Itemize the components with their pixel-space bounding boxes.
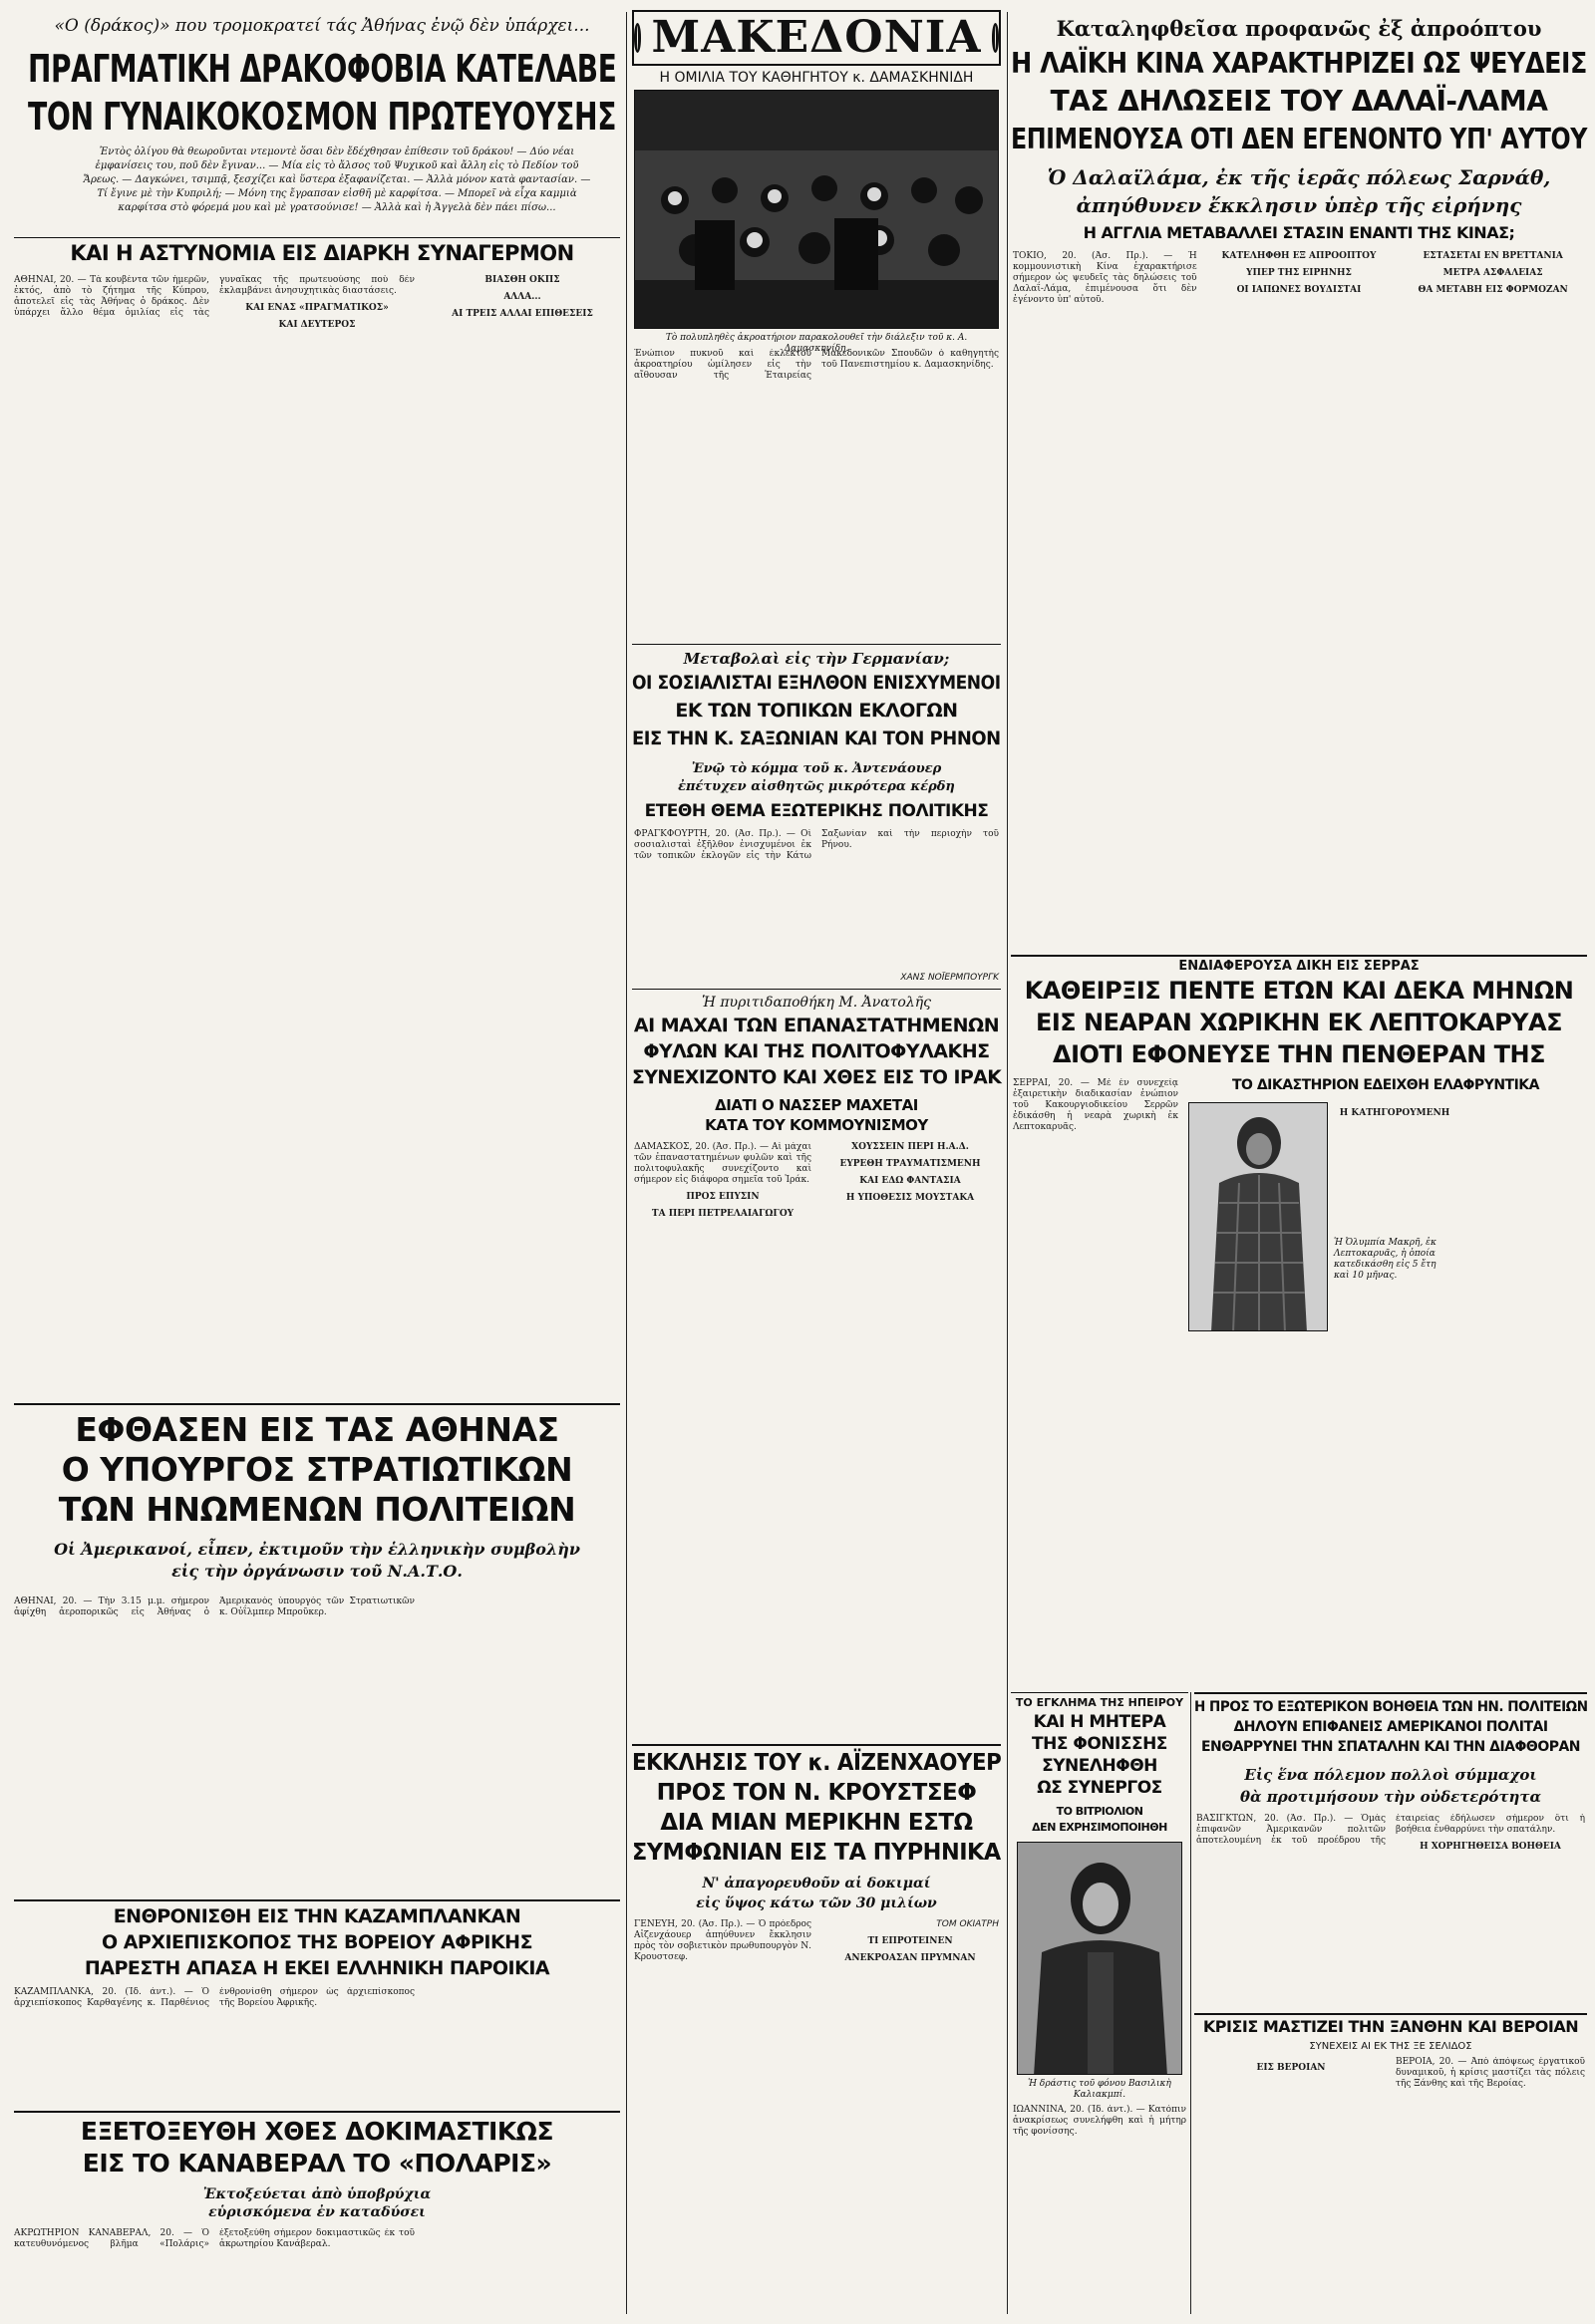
iraq-section-6: Η ΥΠΟΘΕΣΙΣ ΜΟΥΣΤΑΚΑ [845,1193,975,1203]
china-subhead: Η ΑΓΓΛΙΑ ΜΕΤΑΒΑΛΛΕΙ ΣΤΑΣΙΝ ΕΝΑΝΤΙ ΤΗΣ ΚΙΝΑΣ; [1083,223,1515,242]
serres-headline-2: ΕΙΣ ΝΕΑΡΑΝ ΧΩΡΙΚΗΝ ΕΚ ΛΕΠΤΟΚΑΡΥΑΣ [1035,1009,1563,1036]
iraq-section-1: ΠΡΟΣ ΕΠΥΣΙΝ [686,1192,760,1202]
china-deck-1: Ὁ Δαλαϊλάμα, ἐκ τῆς ἱερᾶς πόλεως Σαρνάθ, [1047,165,1551,189]
defendant-photo [1188,1102,1328,1331]
eisenhower-deck-1: Ν' ἀπαγορευθοῦν αἱ δοκιμαί [702,1876,931,1891]
serres-headline-1: ΚΑΘΕΙΡΞΙΣ ΠΕΝΤΕ ΕΤΩΝ ΚΑΙ ΔΕΚΑ ΜΗΝΩΝ [1024,977,1574,1005]
column-rule [1190,1692,1191,2314]
serres-section-1: Η ΚΑΤΗΓΟΡΟΥΜΕΝΗ [1339,1108,1450,1118]
xanthi-body [1196,2057,1585,2314]
germany-signature: ΧΑΝΣ ΝΟΪΕΡΜΠΟΥΡΓΚ [900,973,999,983]
iraq-section-2: ΤΑ ΠΕΡΙ ΠΕΤΡΕΛΑΙΑΓΩΓΟΥ [651,1209,795,1219]
china-headline-1: Η ΛΑΪΚΗ ΚΙΝΑ ΧΑΡΑΚΤΗΡΙΖΕΙ ΩΣ ΨΕΥΔΕΙΣ [1011,47,1587,80]
drakos-headline-2: ΤΟΝ ΓΥΝΑΙΚΟΚΟΣΜΟΝ ΠΡΩΤΕΥΟΥΣΗΣ [28,95,617,139]
epirus-headline-4: ΩΣ ΣΥΝΕΡΓΟΣ [1037,1778,1162,1798]
drakos-deck: Ἐντὸς ὀλίγου θὰ θεωροῦνται ντεμοντὲ ὅσαι δὲν ἔδέχθησαν ἐπίθεσιν τοῦ δράκου! — Δύο νέαι ἐμφανίσεις του, ποῦ δὲν ἔγιναν... — Μία εἰς τὸ ἄλσος τοῦ Ψυχικοῦ καὶ ἄλλη εἰς τὸ Πεδίον τοῦ Ἄρεως. — Δαγκώνει, τσιμπᾷ, ξεσχίζει καὶ ὕστερα ἐξαφανίζεται. — Ἀλλὰ μόνον κατὰ φαντασίαν. — Τί ἔγινε μὲ τὴν Κυπριλή; — Μόνη της ἔγραπσαν εἰσθῆ μὲ καρφίτσα. — Μπορεῖ νὰ εἶχα καμμιὰ καρφίτσα στὸ φόρεμά μου καὶ μὲ γρατσούνισε! — Ἀλλὰ καὶ ἡ Ἀγγελὰ δὲν πάει πίσω... [83,146,591,213]
rule [1194,1692,1587,1694]
china-section-5: ΜΕΤΡΑ ΑΣΦΑΛΕΙΑΣ [1442,268,1543,278]
audience-photo-illustration [635,91,999,329]
woman-portrait-illustration [1018,1843,1182,2075]
defendant-caption: Ἡ Ὀλυμπία Μακρῆ, ἐκ Λεπτοκαρυᾶς, ἡ ὁποία κατεδικάσθη εἰς 5 ἔτη καὶ 10 μῆνας. [1334,1238,1436,1281]
polaris-headline-1: ΕΞΕΤΟΞΕΥΘΗ ΧΘΕΣ ΔΟΚΙΜΑΣΤΙΚΩΣ [80,2117,554,2146]
minister-headline-3: ΤΩΝ ΗΝΩΜΕΝΩΝ ΠΟΛΙΤΕΙΩΝ [58,1490,576,1529]
serres-headline-3: ΔΙΟΤΙ ΕΦΟΝΕΥΣΕ ΤΗΝ ΠΕΝΘΕΡΑΝ ΤΗΣ [1053,1040,1545,1068]
polaris-headline-2: ΕΙΣ ΤΟ ΚΑΝΑΒΕΡΑΛ ΤΟ «ΠΟΛΑΡΙΣ» [82,2149,552,2178]
xanthi-deck: ΣΥΝΕΧΕΙΣ ΑΙ ΕΚ ΤΗΣ ΞΕ ΣΕΛΙΔΟΣ [1309,2041,1472,2052]
rule [1011,955,1587,957]
serres-body-3 [1188,1337,1587,1688]
rule [14,1899,620,1901]
serres-subhead: ΤΟ ΔΙΚΑΣΤΗΡΙΟΝ ΕΔΕΙΧΘΗ ΕΛΑΦΡΥΝΤΙΚΑ [1232,1077,1539,1093]
minister-body [14,1597,620,1895]
minister-headline-1: ΕΦΘΑΣΕΝ ΕΙΣ ΤΑΣ ΑΘΗΝΑΣ [75,1410,559,1449]
rule [14,1403,620,1405]
serres-body-2 [1334,1102,1587,1232]
drakos-section-2: ΚΑΙ ΔΕΥΤΕΡΟΣ [278,320,356,330]
rule [1011,1692,1188,1693]
polaris-body [14,2228,620,2314]
drakos-dateline: ΑΘΗΝΑΙ, 20. — Τὰ κουβέντα τῶν ἡμερῶν, ἐκτός, ἀπὸ τὸ ζήτημα τῆς Κύπρου, ἀποτελεῖ εἰς τὰς Ἀθήνας ὁ δράκος. Δὲν ὑπάρχει ἄλλο θέμα ὁμιλίας εἰς τὰς γυναῖκας τῆς πρωτευούσης ποὺ δὲν ἐκλαμβάνει ἀνησυχητικὰς διαστάσεις. [14,275,415,318]
eisenhower-body [634,1919,999,2314]
serres-dateline: ΣΕΡΡΑΙ, 20. — Μὲ ἐν συνεχείᾳ ἐξαιρετικὴν διαδικασίαν ἐνώπιον τοῦ Κακουργιοδικείου Σερρῶν ἐδικάσθη ἡ νεαρὰ χωρικὴ ἐκ Λεπτοκαρυᾶς. [1013,1078,1178,1132]
globe-icon [992,23,999,53]
germany-body [634,829,999,971]
casablanca-headline-3: ΠΑΡΕΣΤΗ ΑΠΑΣΑ Η ΕΚΕΙ ΕΛΛΗΝΙΚΗ ΠΑΡΟΙΚΙΑ [84,1957,550,1979]
germany-subhead: ΕΤΕΘΗ ΘΕΜΑ ΕΞΩΤΕΡΙΚΗΣ ΠΟΛΙΤΙΚΗΣ [644,801,989,821]
iraq-section-3: ΧΟΥΣΣΕΙΝ ΠΕΡΙ Η.Α.Δ. [851,1142,969,1152]
serres-body [1013,1078,1178,1688]
masthead-title: ΜΑΚΕΔΟΝΙΑ [651,12,982,63]
masthead-box [632,10,1001,66]
lecture-body [634,349,999,640]
china-section-1: ΚΑΤΕΛΗΦΘΗ ΕΞ ΑΠΡΟΟΠΤΟΥ [1221,251,1377,261]
drakos-headline-1: ΠΡΑΓΜΑΤΙΚΗ ΔΡΑΚΟΦΟΒΙΑ ΚΑΤΕΛΑΒΕ [28,47,617,91]
serres-kicker: ΕΝΔΙΑΦΕΡΟΥΣΑ ΔΙΚΗ ΕΙΣ ΣΕΡΡΑΣ [1178,959,1420,974]
germany-dateline: ΦΡΑΓΚΦΟΥΡΤΗ, 20. (Ἀσ. Πρ.). — Οἱ σοσιαλισταὶ ἐξῆλθον ἐνισχυμένοι ἐκ τῶν τοπικῶν ἐκλογῶν εἰς τὴν Κάτω Σαξωνίαν καὶ τὴν περιοχὴν τοῦ Ρήνου. [634,829,999,861]
casablanca-body [14,1987,620,2105]
drakos-section-1: ΚΑΙ ΕΝΑΣ «ΠΡΑΓΜΑΤΙΚΟΣ» [245,303,389,313]
epirus-body [1013,2105,1186,2314]
china-section-4: ΕΣΤΑΣΕΤΑΙ ΕΝ ΒΡΕΤΤΑΝΙΑ [1423,251,1563,261]
usa-headline-2: ΔΗΛΟΥΝ ΕΠΙΦΑΝΕΙΣ ΑΜΕΡΙΚΑΝΟΙ ΠΟΛΙΤΑΙ [1233,1719,1548,1735]
iraq-headline-3: ΣΥΝΕΧΙΖΟΝΤΟ ΚΑΙ ΧΘΕΣ ΕΙΣ ΤΟ ΙΡΑΚ [632,1066,1002,1088]
china-headline-2: ΤΑΣ ΔΗΛΩΣΕΙΣ ΤΟΥ ΔΑΛΑΪ-ΛΑΜΑ [1050,85,1548,118]
polaris-deck-1: Ἐκτοξεύεται ἀπὸ ὑποβρύχια [202,2186,432,2202]
epirus-headline-1: ΚΑΙ Η ΜΗΤΕΡΑ [1033,1712,1166,1732]
iraq-section-4: ΕΥΡΕΘΗ ΤΡΑΥΜΑΤΙΣΜΕΝΗ [839,1159,981,1169]
drakos-kicker: «Ο (δράκος)» που τρομοκρατεί τάς Ἀθήνας ἐνῷ δὲν ὑπάρχει... [54,16,590,36]
iraq-body [634,1142,999,1736]
killer-photo [1017,1842,1182,2075]
iraq-subhead-2: ΚΑΤΑ ΤΟΥ ΚΟΜΜΟΥΝΙΣΜΟΥ [705,1116,928,1134]
polaris-dateline: ΑΚΡΩΤΗΡΙΟΝ ΚΑΝΑΒΕΡΑΛ, 20. — Ὁ κατευθυνόμενος βλῆμα «Πολάρις» ἐξετοξεύθη σήμερον δοκιμαστικῶς ἐκ τοῦ ἀκρωτηρίου Κανάβεραλ. [14,2228,415,2249]
minister-headline-2: Ο ΥΠΟΥΡΓΟΣ ΣΤΡΑΤΙΩΤΙΚΩΝ [61,1450,573,1489]
lecture-caption: Τὸ πολυπληθὲς ἀκροατήριον παρακολουθεῖ τὴν διάλεξιν τοῦ κ. Α. Δαμασκηνίδη. [665,333,968,354]
usa-section-1: Η ΧΟΡΗΓΗΘΕΙΣΑ ΒΟΗΘΕΙΑ [1420,1842,1561,1852]
drakos-body [14,275,620,1399]
column-rule [1007,12,1008,2314]
usa-deck-2: θὰ προτιμήσουν τὴν οὐδετερότητα [1239,1788,1542,1806]
iraq-section-5: ΚΑΙ ΕΔΩ ΦΑΝΤΑΣΙΑ [859,1176,961,1186]
woman-portrait-illustration [1189,1103,1328,1331]
iraq-headline-2: ΦΥΛΩΝ ΚΑΙ ΤΗΣ ΠΟΛΙΤΟΦΥΛΑΚΗΣ [643,1040,990,1062]
polaris-deck-2: εὑρισκόμενα ἐν καταδύσει [208,2204,426,2220]
eisenhower-signature: ΤΟΜ ΟΚΙΑΤΡΗ [936,1919,999,1929]
iraq-headline-1: ΑΙ ΜΑΧΑΙ ΤΩΝ ΕΠΑΝΑΣΤΑΤΗΜΕΝΩΝ [633,1015,1000,1036]
epirus-headline-2: ΤΗΣ ΦΟΝΙΣΣΗΣ [1032,1734,1167,1754]
eisenhower-dateline: ΓΕΝΕΥΗ, 20. (Ἀσ. Πρ.). — Ὁ πρόεδρος Αἰζενχάουερ ἀπηύθυνεν ἔκκλησιν πρὸς τὸν σοβιετικὸν πρωθυπουργὸν Ν. Κρουστσεφ. [634,1919,811,1962]
lecture-photo [634,90,999,329]
china-dateline: ΤΟΚΙΟ, 20. (Ἀσ. Πρ.). — Ἡ κομμουνιστικὴ Κίνα ἐχαρακτήρισε σήμερον ὡς ψευδεῖς τὰς δηλώσεις τοῦ Δαλαΐ-Λάμα, ἐπιμένουσα ὅτι δὲν ἐγένοντο ὑπ' αὐτοῦ. [1013,251,1197,305]
epirus-headline-3: ΣΥΝΕΛΗΦΘΗ [1042,1756,1157,1776]
rule [14,237,620,238]
germany-headline-2: ΕΚ ΤΩΝ ΤΟΠΙΚΩΝ ΕΚΛΟΓΩΝ [675,700,958,722]
drakos-section-4: ΑΛΛΑ... [503,292,541,302]
iraq-dateline: ΔΑΜΑΣΚΟΣ, 20. (Ἀσ. Πρ.). — Αἱ μάχαι τῶν ἐπαναστατημένων φυλῶν καὶ τῆς πολιτοφυλακῆς συνεχίζοντο καὶ σήμερον εἰς διάφορα σημεῖα τοῦ Ἰράκ. [634,1142,811,1185]
minister-dateline: ΑΘΗΝΑΙ, 20. — Τὴν 3.15 μ.μ. σήμερον ἀφίχθη ἀεροπορικῶς εἰς Ἀθήνας ὁ Ἀμερικανὸς ὑπουργὸς τῶν Στρατιωτικῶν κ. Οὐΐλμπερ Μπροῦκερ. [14,1597,415,1617]
killer-caption: Ἡ δράστις τοῦ φόνου Βασιλικὴ Καλιακμπί. [1028,2079,1171,2100]
drakos-section-3: ΒΙΑΣΘΗ ΟΚΠΣ [484,275,560,285]
germany-headline-3: ΕΙΣ ΤΗΝ Κ. ΣΑΞΩΝΙΑΝ ΚΑΙ ΤΟΝ ΡΗΝΟΝ [632,727,1001,749]
epirus-subhead-2: ΔΕΝ ΕΧΡΗΣΙΜΟΠΟΙΗΘΗ [1032,1821,1167,1834]
china-section-6: ΘΑ ΜΕΤΑΒΗ ΕΙΣ ΦΟΡΜΟΖΑΝ [1418,285,1568,295]
germany-headline-1: ΟΙ ΣΟΣΙΑΛΙΣΤΑΙ ΕΞΗΛΘΟΝ ΕΝΙΣΧΥΜΕΝΟΙ [632,672,1001,694]
xanthi-dateline: ΒΕΡΟΙΑ, 20. — Ἀπὸ ἀπόψεως ἐργατικοῦ δυναμικοῦ, ἡ κρίσις μαστίζει τὰς πόλεις τῆς Ξάνθης καὶ τῆς Βεροίας. [1396,2057,1585,2089]
casablanca-dateline: ΚΑΖΑΜΠΛΑΝΚΑ, 20. (Ἰδ. ἀντ.). — Ὁ ἀρχιεπίσκοπος Καρθαγένης κ. Παρθένιος ἐνθρονίσθη σήμερον ὡς ἀρχιεπίσκοπος τῆς Βορείου Ἀφρικῆς. [14,1987,415,2008]
casablanca-headline-1: ΕΝΘΡΟΝΙΣΘΗ ΕΙΣ ΤΗΝ ΚΑΖΑΜΠΛΑΝΚΑΝ [113,1905,521,1927]
column-rule [626,12,627,2314]
germany-deck-1: Ἐνῷ τὸ κόμμα τοῦ κ. Ἀντενάουερ [691,761,942,776]
eisenhower-section-2: ΑΝΕΚΡΟΑΣΑΝ ΠΡΥΜΝΑΝ [844,1953,976,1963]
rule [632,1744,1001,1746]
iraq-kicker: Ἡ πυριτιδαποθήκη Μ. Ἀνατολῆς [702,995,931,1011]
usa-deck-1: Εἰς ἕνα πόλεμον πολλοὶ σύμμαχοι [1244,1766,1537,1784]
eisenhower-headline-2: ΠΡΟΣ ΤΟΝ Ν. ΚΡΟΥΣΤΣΕΦ [656,1780,977,1806]
lecture-text: Ἐνώπιον πυκνοῦ καὶ ἐκλεκτοῦ ἀκροατηρίου ὡμίλησεν εἰς τὴν αἴθουσαν τῆς Ἑταιρείας Μακεδονικῶν Σπουδῶν ὁ καθηγητὴς τοῦ Πανεπιστημίου κ. Δαμασκηνίδης. [634,349,999,381]
china-kicker: Καταληφθεῖσα προφανῶς ἐξ ἀπροόπτου [1056,16,1542,41]
eisenhower-deck-2: εἰς ὕψος κάτω τῶν 30 μιλίων [696,1895,937,1911]
rule [14,2111,620,2113]
epirus-dateline: ΙΩΑΝΝΙΝΑ, 20. (Ἰδ. ἀντ.). — Κατόπιν ἀνακρίσεως συνελήφθη καὶ ἡ μήτηρ τῆς φονίσσης. [1013,2105,1186,2137]
globe-icon [634,23,641,53]
china-deck-2: ἀπηύθυνεν ἔκκλησιν ὑπὲρ τῆς εἰρήνης [1076,193,1522,217]
eisenhower-headline-3: ΔΙΑ ΜΙΑΝ ΜΕΡΙΚΗΝ ΕΣΤΩ [660,1810,973,1836]
drakos-section-5: ΑΙ ΤΡΕΙΣ ΑΛΛΑΙ ΕΠΙΘΕΣΕΙΣ [452,309,593,319]
usa-dateline: ΒΑΣΙΓΚΤΩΝ, 20. (Ἀσ. Πρ.). — Ὁμὰς ἐπιφανῶν Ἀμερικανῶν πολιτῶν ἀποτελουμένη ἐκ τοῦ προέδρου τῆς ἑταιρείας ἐδήλωσεν σήμερον ὅτι ἡ βοήθεια ἐνθαρρύνει τὴν σπατάλην. [1196,1814,1585,1846]
newspaper-page [8,6,1587,2318]
epirus-kicker: ΤΟ ΕΓΚΛΗΜΑ ΤΗΣ ΗΠΕΙΡΟΥ [1015,1696,1184,1709]
china-section-2: ΥΠΕΡ ΤΗΣ ΕΙΡΗΝΗΣ [1246,268,1352,278]
china-headline-3: ΕΠΙΜΕΝΟΥΣΑ ΟΤΙ ΔΕΝ ΕΓΕΝΟΝΤΟ ΥΠ' ΑΥΤΟΥ [1011,123,1587,155]
minister-deck: Οἱ Ἀμερικανοί, εἶπεν, ἐκτιμοῦν τὴν ἑλληνικὴν συμβολὴν εἰς τὴν ὀργάνωσιν τοῦ Ν.Α.Τ.Ο. [54,1540,580,1581]
xanthi-section-1: ΕΙΣ ΒΕΡΟΙΑΝ [1256,2063,1326,2073]
eisenhower-headline-4: ΣΥΜΦΩΝΙΑΝ ΕΙΣ ΤΑ ΠΥΡΗΝΙΚΑ [632,1840,1001,1866]
lecture-kicker: Η ΟΜΙΛΙΑ ΤΟΥ ΚΑΘΗΓΗΤΟΥ κ. ΔΑΜΑΣΚΗΝΙΔΗ [659,70,974,86]
rule [1194,2013,1587,2015]
eisenhower-section-1: ΤΙ ΕΠΡΟΤΕΙΝΕΝ [867,1936,953,1946]
drakos-subhead: ΚΑΙ Η ΑΣΤΥΝΟΜΙΑ ΕΙΣ ΔΙΑΡΚΗ ΣΥΝΑΓΕΡΜΟΝ [70,241,574,265]
china-section-3: ΟΙ ΙΑΠΩΝΕΣ ΒΟΥΔΙΣΤΑΙ [1236,285,1362,295]
iraq-subhead-1: ΔΙΑΤΙ Ο ΝΑΣΣΕΡ ΜΑΧΕΤΑΙ [715,1096,918,1114]
xanthi-headline: ΚΡΙΣΙΣ ΜΑΣΤΙΖΕΙ ΤΗΝ ΞΑΝΘΗΝ ΚΑΙ ΒΕΡΟΙΑΝ [1202,2017,1579,2036]
epirus-subhead-1: ΤΟ ΒΙΤΡΙΟΛΙΟΝ [1056,1805,1143,1818]
germany-kicker: Μεταβολαὶ εἰς τὴν Γερμανίαν; [683,650,950,668]
rule [632,989,1001,990]
china-body [1013,251,1585,951]
eisenhower-headline-1: ΕΚΚΛΗΣΙΣ ΤΟΥ κ. ΑΪΖΕΝΧΑΟΥΕΡ [632,1750,1002,1776]
rule [632,644,1001,645]
usa-body [1196,1814,1585,2009]
usa-headline-1: Η ΠΡΟΣ ΤΟ ΕΞΩΤΕΡΙΚΟΝ ΒΟΗΘΕΙΑ ΤΩΝ ΗΝ. ΠΟΛΙΤΕΙΩΝ [1194,1699,1588,1715]
germany-deck-2: ἐπέτυχεν αἰσθητῶς μικρότερα κέρδη [678,779,955,794]
usa-headline-3: ΕΝΘΑΡΡΥΝΕΙ ΤΗΝ ΣΠΑΤΑΛΗΝ ΚΑΙ ΤΗΝ ΔΙΑΦΘΟΡΑΝ [1200,1739,1581,1755]
casablanca-headline-2: Ο ΑΡΧΙΕΠΙΣΚΟΠΟΣ ΤΗΣ ΒΟΡΕΙΟΥ ΑΦΡΙΚΗΣ [101,1931,533,1953]
